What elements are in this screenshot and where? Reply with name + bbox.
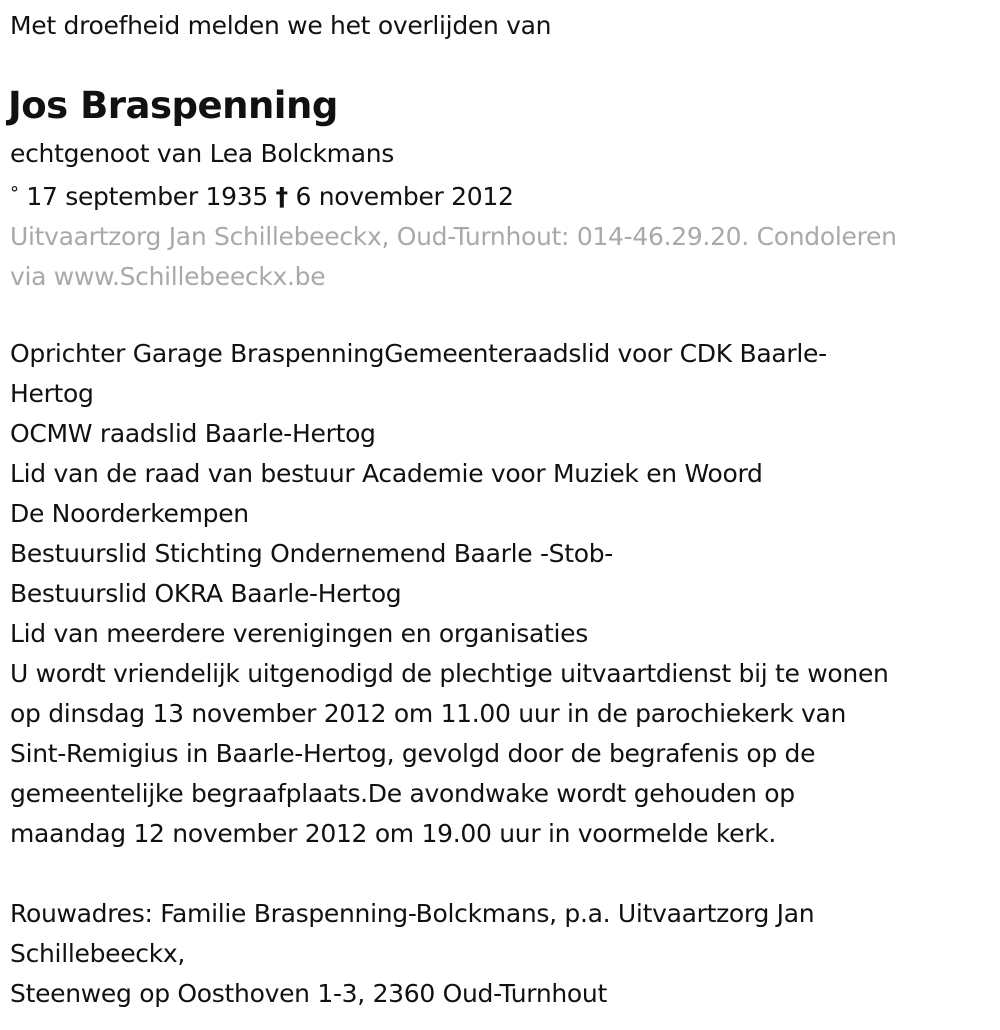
death-date: 6 november 2012 [295, 182, 514, 211]
funeral-service-line: op dinsdag 13 november 2012 om 11.00 uur in de parochiekerk van [10, 699, 847, 728]
biography-line: OCMW raadslid Baarle-Hertog [10, 419, 376, 448]
cross-icon: † [275, 182, 288, 211]
biography-line: Hertog [10, 379, 94, 408]
biography-line: Lid van de raad van bestuur Academie voor Muziek en Woord [10, 459, 763, 488]
funeral-service-line: Sint-Remigius in Baarle-Hertog, gevolgd door de begrafenis op de [10, 739, 816, 768]
funeral-service-line: maandag 12 november 2012 om 19.00 uur in voormelde kerk. [10, 819, 777, 848]
address-line: Schillebeeckx, [10, 939, 186, 968]
biography-line: Bestuurslid Stichting Ondernemend Baarle -Stob- [10, 539, 614, 568]
announcement-details [10, 134, 897, 297]
biography [10, 334, 889, 854]
biography-line: De Noorderkempen [10, 499, 249, 528]
address-line: Rouwadres: Familie Braspenning-Bolckmans, p.a. Uitvaartzorg Jan [10, 899, 815, 928]
birth-symbol: ° [10, 183, 19, 204]
address-line: Steenweg op Oosthoven 1-3, 2360 Oud-Turnhout [10, 979, 607, 1008]
biography-line: Bestuurslid OKRA Baarle-Hertog [10, 579, 402, 608]
biography-line: Oprichter Garage BraspenningGemeenteraadslid voor CDK Baarle- [10, 339, 827, 368]
birth-date: 17 september 1935 [26, 182, 268, 211]
life-dates [10, 174, 897, 217]
spouse-text: echtgenoot van Lea Bolckmans [10, 139, 395, 168]
funeral-home-line-2: via www.Schillebeeckx.be [10, 262, 326, 291]
mourning-address [10, 894, 814, 1014]
funeral-home-line-1: Uitvaartzorg Jan Schillebeeckx, Oud-Turnhout: 014-46.29.20. Condoleren [10, 222, 897, 251]
biography-line: Lid van meerdere verenigingen en organisaties [10, 619, 588, 648]
intro-text: Met droefheid melden we het overlijden van [10, 11, 552, 40]
deceased-name: Jos Braspenning [8, 84, 338, 127]
funeral-service-line: U wordt vriendelijk uitgenodigd de plechtige uitvaartdienst bij te wonen [10, 659, 889, 688]
funeral-service-line: gemeentelijke begraafplaats.De avondwake wordt gehouden op [10, 779, 795, 808]
